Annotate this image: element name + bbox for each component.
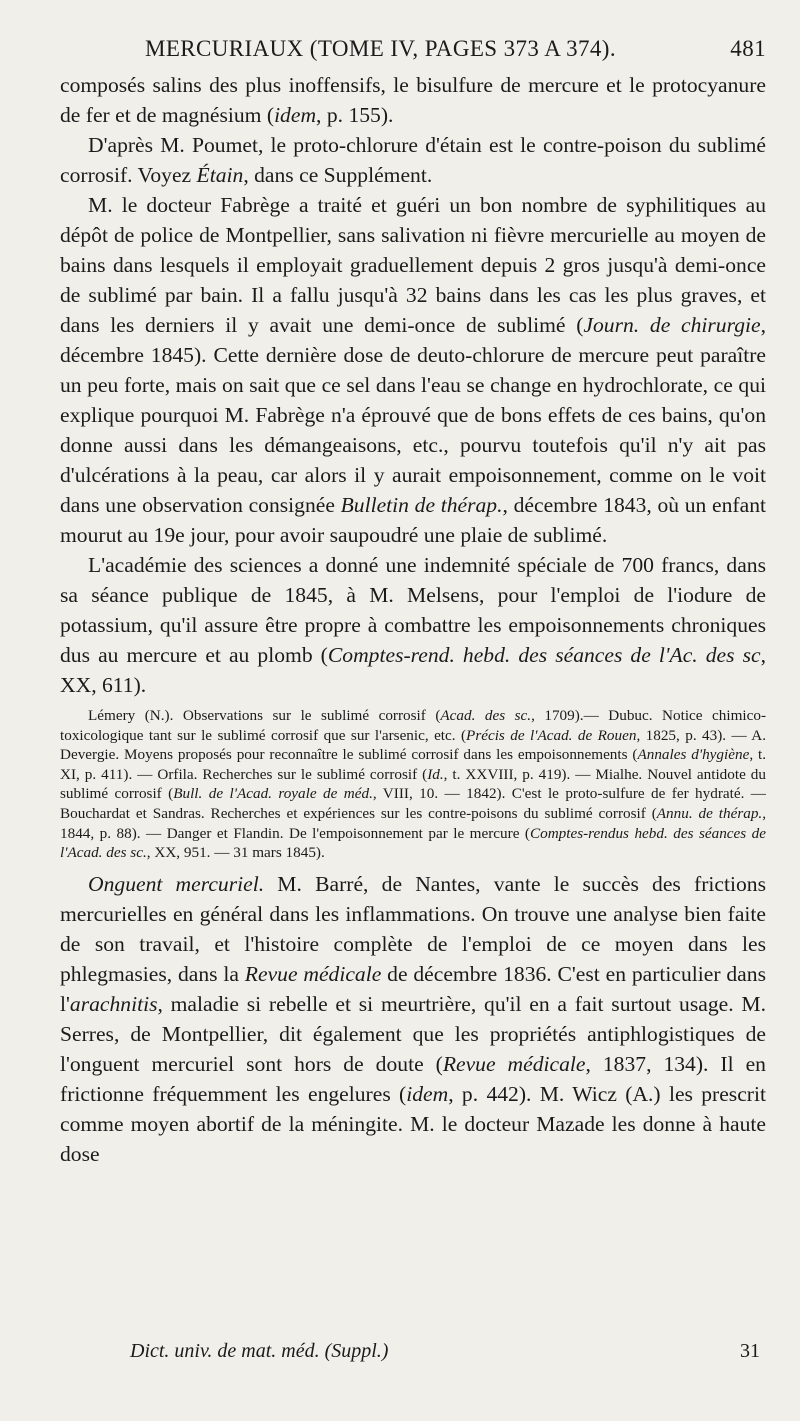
text-run: M. Barré, de Nantes, vante le succès des frictions mercurielles en général dans les inflammations. On trouve une analyse bien faite de son travail, et l'histoire complète de l'emploi de ce moyen dans les phlegmasies, dans la	[60, 871, 766, 986]
italic-text: Annu. de thérap.	[656, 804, 763, 822]
italic-text: Onguent mercuriel.	[88, 871, 265, 896]
text-run: , t. XI, p. 411). — Orfila. Recherches sur le sublimé corrosif (	[60, 746, 766, 783]
text-run: M. le docteur Fabrège a traité et guéri un bon nombre de syphilitiques au dépôt de police de Montpellier, sans salivation ni fièvre mercurielle au moyen de bains dans lesquels il employait graduellement depuis 2 gros jusqu'à demi-once de sublimé par bain. Il a fallu jusqu'à 32 bains dans les cas les plus graves, et dans les derniers il y avait une demi-once de sublimé (	[60, 193, 766, 337]
text-run: , maladie si rebelle et si meurtrière, qu'il en a fait surtout usage. M. Serres, de Montpellier, dit également que les propriétés antiphlogistiques de l'onguent mercuriel sont hors de doute (	[60, 991, 766, 1076]
italic-text: Annales d'hygiène	[637, 746, 750, 764]
italic-text: Comptes-rendus hebd. des séances de l'Acad. des sc.	[60, 824, 767, 862]
text-run: , dans ce Supplément.	[243, 163, 433, 187]
paragraph	[60, 70, 766, 130]
italic-text: Journ. de chirurgie	[583, 313, 761, 337]
text-run: , VIII, 10. — 1842). C'est le proto-sulfure de fer hydraté. — Bouchardat et Sandras. Recherches et expériences sur les contre-poisons du sublimé corrosif (	[60, 785, 766, 822]
paragraph-group-2	[60, 869, 766, 1169]
italic-text: Précis de l'Acad. de Rouen	[466, 726, 637, 744]
text-run: Lémery (N.). Observations sur le sublimé corrosif (	[88, 707, 441, 724]
header-title: MERCURIAUX (TOME IV, PAGES 373 A 374).	[145, 36, 616, 61]
italic-text: Revue médicale	[244, 961, 382, 986]
italic-text: idem	[274, 103, 317, 127]
page-number: 481	[730, 36, 766, 61]
text-run: D'après M. Poumet, le proto-chlorure d'étain est le contre-poison du sublimé corrosif. Voyez	[60, 133, 766, 187]
text-run: L'académie des sciences a donné une indemnité spéciale de 700 francs, dans sa séance publique de 1845, à M. Melsens, pour l'emploi de l'iodure de potassium, qu'il assure être propre à combattre les empoisonnements chroniques dus au mercure et au plomb (	[60, 553, 766, 667]
text-run: , 1844, p. 88). — Danger et Flandin. De l'empoisonnement par le mercure (	[60, 804, 767, 842]
text-run: composés salins des plus inoffensifs, le bisulfure de mercure et le protocyanure de fer et de magnésium (	[60, 73, 766, 127]
text-run: de décembre 1836. C'est en particulier dans l'	[60, 961, 766, 1016]
text-run: , t. XXVIII, p. 419). — Mialhe. Nouvel antidote du sublimé corrosif (	[60, 765, 766, 803]
italic-text: Étain	[196, 163, 244, 187]
italic-text: Bull. de l'Acad. royale de méd.	[173, 785, 373, 803]
paragraph	[60, 190, 766, 550]
text-run: , 1709).— Dubuc. Notice chimico-toxicologique tant sur le sublimé corrosif que sur l'arsenic, etc. (	[60, 707, 767, 744]
italic-text: Id.	[427, 765, 444, 783]
paragraph	[60, 550, 766, 700]
signature-mark: 31	[740, 1340, 760, 1362]
paragraph-group-1	[60, 70, 766, 700]
paragraph	[60, 869, 766, 1169]
italic-text: Comptes-rend. hebd. des séances de l'Ac. des sc	[327, 643, 761, 667]
paragraph	[60, 130, 766, 190]
text-run: , 1837, 134). Il en frictionne fréquemment les engelures (	[60, 1051, 766, 1106]
text-run: , 1825, p. 43). — A. Devergie. Moyens proposés pour reconnaître le sublimé corrosif dans les empoisonnements (	[60, 726, 767, 764]
bibliography-notes	[60, 706, 766, 863]
text-run: , décembre 1843, où un enfant mourut au 19e jour, pour avoir saupoudré une plaie de sublimé.	[60, 493, 766, 547]
italic-text: idem	[406, 1081, 449, 1106]
italic-text: Bulletin de thérap.	[340, 493, 503, 517]
main-text	[60, 70, 766, 1169]
text-run: , XX, 951. — 31 mars 1845).	[146, 844, 325, 862]
italic-text: Revue médicale	[442, 1051, 586, 1076]
running-header	[60, 36, 766, 62]
text-run: , décembre 1845). Cette dernière dose de deuto-chlorure de mercure peut paraître un peu forte, mais on sait que ce sel dans l'eau se change en hydrochlorate, ce qui explique pourquoi M. Fabrège n'a éprouvé que de bons effets de ces bains, qu'on donne aussi dans les démangeaisons, etc., pourvu toutefois qu'il n'y ait pas d'ulcérations à la peau, car alors il y aurait empoisonnement, comme on le voit dans une observation consignée	[60, 313, 766, 517]
text-run: , p. 442). M. Wicz (A.) les prescrit comme moyen abortif de la méningite. M. le docteur Mazade les donne à haute dose	[60, 1081, 766, 1166]
page-footer	[0, 1340, 800, 1363]
text-run: , p. 155).	[316, 103, 394, 127]
text-run: , XX, 611).	[60, 643, 767, 697]
footer-source: Dict. univ. de mat. méd. (Suppl.)	[130, 1340, 389, 1362]
italic-text: arachnitis	[69, 991, 158, 1016]
italic-text: Acad. des sc.	[440, 707, 532, 724]
